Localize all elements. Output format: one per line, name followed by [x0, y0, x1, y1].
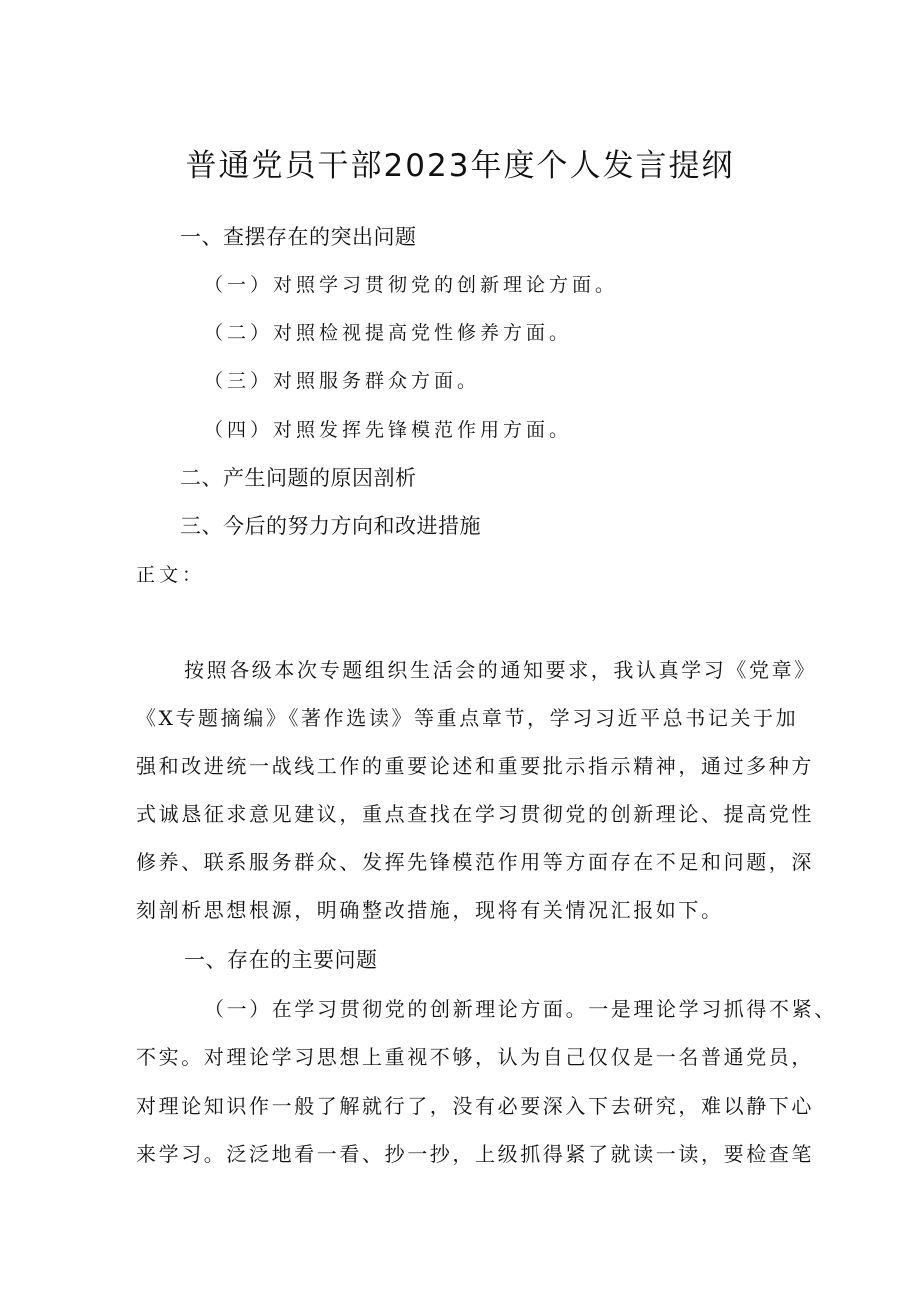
section1-heading: 一、存在的主要问题: [184, 948, 378, 972]
intro-line-4: 式诚恳征求意见建议，重点查找在学习贯彻党的创新理论、提高党性: [136, 802, 814, 826]
outline-item-3: （三）对照服务群众方面。: [204, 370, 481, 392]
zhengwen-label: 正文：: [136, 564, 206, 586]
section1-line-1: （一）在学习贯彻党的创新理论方面。一是理论学习抓得不紧、: [204, 997, 837, 1021]
document-title: 普通党员干部2023年度个人发言提纲: [185, 148, 735, 184]
section1-line-3: 对理论知识作一般了解就行了，没有必要深入下去研究，难以静下心: [136, 1094, 814, 1118]
section1-line-2: 不实。对理论学习思想上重视不够，认为自己仅仅是一名普通党员，: [136, 1045, 814, 1069]
outline-heading-2: 二、产生问题的原因剖析: [180, 466, 417, 490]
outline-item-1: （一）对照学习贯彻党的创新理论方面。: [204, 274, 619, 296]
section1-line-4: 来学习。泛泛地看一看、抄一抄，上级抓得紧了就读一读，要检查笔: [136, 1142, 814, 1166]
intro-line-1: 按照各级本次专题组织生活会的通知要求，我认真学习《党章》: [184, 658, 817, 682]
intro-line-2: 《X专题摘编》《著作选读》等重点章节，学习习近平总书记关于加: [136, 706, 799, 730]
outline-item-2: （二）对照检视提高党性修养方面。: [204, 322, 573, 344]
intro-line-3: 强和改进统一战线工作的重要论述和重要批示指示精神，通过多种方: [136, 754, 814, 778]
outline-item-4: （四）对照发挥先锋模范作用方面。: [204, 419, 573, 441]
intro-line-5: 修养、联系服务群众、发挥先锋模范作用等方面存在不足和问题，深: [136, 850, 814, 874]
outline-heading-3: 三、今后的努力方向和改进措施: [180, 514, 481, 538]
outline-heading-1: 一、查摆存在的突出问题: [180, 225, 417, 249]
intro-line-6: 刻剖析思想根源，明确整改措施，现将有关情况汇报如下。: [136, 898, 724, 922]
